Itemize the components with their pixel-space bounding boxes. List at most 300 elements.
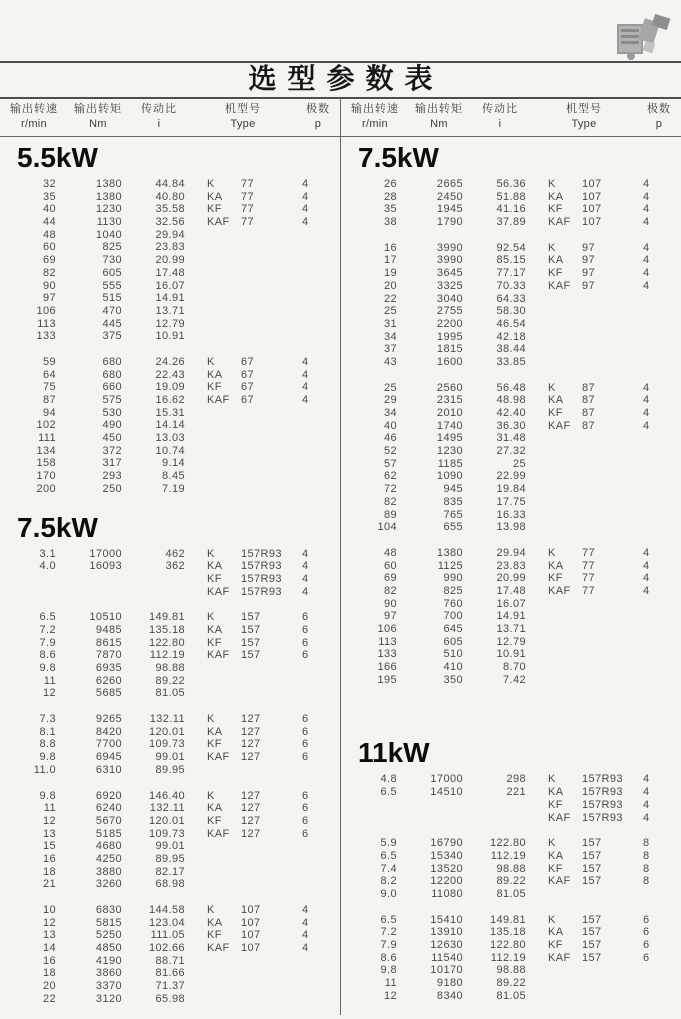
cell-ratio: 48.98 — [496, 394, 526, 407]
cell-ratio: 15.31 — [155, 406, 185, 419]
table-row — [0, 637, 340, 650]
cell-ratio: 109.73 — [148, 738, 185, 751]
cell-type-prefix: KA — [207, 916, 223, 929]
col-header-speed-label: 输出转速 — [10, 103, 58, 115]
table-row — [341, 318, 681, 331]
cell-type-prefix: K — [207, 547, 215, 560]
cell-type-prefix — [531, 356, 577, 369]
cell-poles: 4 — [643, 419, 650, 432]
cell-speed: 82 — [42, 266, 56, 279]
table-row — [341, 280, 681, 293]
col-header-ratio-unit: i — [157, 118, 161, 130]
cell-poles — [637, 521, 681, 534]
cell-type-prefix: K — [207, 178, 215, 190]
cell-torque: 9265 — [95, 713, 122, 726]
cell-speed: 104 — [377, 521, 397, 534]
cell-type-size: 157 — [582, 862, 602, 875]
table-row — [0, 751, 340, 764]
cell-poles — [296, 470, 340, 483]
col-header-speed-unit: r/min — [362, 118, 388, 130]
cell-speed: 35 — [383, 203, 397, 216]
cell-ratio: 23.83 — [496, 559, 526, 572]
table-row — [0, 904, 340, 917]
cell-speed: 75 — [42, 381, 56, 394]
cell-type-prefix — [190, 318, 236, 331]
table-row — [0, 407, 340, 420]
table-row — [341, 445, 681, 458]
cell-type-prefix — [190, 407, 236, 420]
cell-ratio: 40.80 — [155, 190, 185, 203]
cell-poles — [296, 330, 340, 343]
table-row — [0, 802, 340, 815]
table-row — [0, 548, 340, 561]
cell-speed: 5.9 — [380, 837, 397, 850]
cell-torque: 5670 — [95, 814, 122, 827]
cell-type-prefix — [531, 648, 577, 661]
cell-type-size: 157 — [582, 926, 602, 939]
cell-type-prefix — [531, 610, 577, 623]
cell-poles — [637, 661, 681, 674]
table-header-left — [0, 101, 340, 135]
cell-type-prefix: K — [548, 178, 556, 190]
cell-torque: 2665 — [436, 178, 463, 190]
cell-type-prefix — [190, 470, 236, 483]
cell-type-prefix: KF — [207, 572, 222, 585]
cell-ratio: 92.54 — [496, 241, 526, 254]
cell-type-size: 157 — [582, 939, 602, 951]
cell-poles — [296, 866, 340, 879]
table-row — [341, 939, 681, 952]
cell-torque: 12200 — [430, 875, 463, 888]
cell-poles — [637, 623, 681, 636]
power-section-heading: 7.5kW — [17, 511, 98, 543]
cell-poles: 6 — [302, 738, 309, 751]
cell-type-size — [577, 293, 637, 306]
cell-ratio: 7.19 — [161, 482, 185, 495]
cell-speed: 106 — [36, 304, 56, 317]
cell-type-prefix: K — [207, 904, 215, 916]
cell-type-size — [236, 229, 296, 242]
cell-speed: 111 — [38, 432, 56, 445]
cell-poles — [637, 445, 681, 458]
cell-speed: 64 — [42, 368, 56, 381]
cell-speed: 102 — [36, 419, 56, 432]
cell-type-prefix: KA — [548, 394, 564, 407]
cell-ratio — [469, 812, 531, 825]
cell-poles: 4 — [302, 560, 309, 573]
cell-type-prefix — [531, 964, 577, 977]
cell-type-prefix — [531, 990, 577, 1003]
cell-type-prefix: K — [548, 913, 556, 926]
cell-poles — [296, 267, 340, 280]
cell-speed: 4.0 — [39, 560, 56, 573]
cell-speed: 69 — [383, 572, 397, 585]
cell-poles — [637, 343, 681, 356]
cell-poles — [296, 419, 340, 432]
cell-poles — [296, 764, 340, 777]
cell-ratio: 56.36 — [496, 178, 526, 190]
cell-poles — [296, 305, 340, 318]
cell-ratio: 8.70 — [502, 661, 526, 674]
table-row — [341, 216, 681, 229]
cell-type-size: 97 — [582, 279, 596, 292]
cell-torque: 2010 — [436, 407, 463, 419]
table-row — [0, 853, 340, 866]
table-row — [0, 815, 340, 828]
cell-poles: 6 — [302, 814, 309, 827]
cell-speed: 14 — [42, 942, 56, 955]
cell-type-prefix: KF — [548, 267, 563, 280]
cell-ratio: 31.48 — [496, 432, 526, 445]
cell-torque: 350 — [443, 673, 463, 686]
cell-type-prefix: KAF — [207, 942, 230, 955]
cell-type-prefix: KF — [548, 862, 563, 875]
table-column-right — [341, 137, 681, 1015]
cell-torque: 470 — [102, 304, 122, 317]
cell-type-size — [236, 407, 296, 420]
cell-type-size — [236, 866, 296, 879]
cell-type-prefix — [190, 241, 236, 254]
cell-type-size: 77 — [582, 584, 596, 597]
cell-speed: 166 — [377, 661, 397, 674]
col-header-torque — [68, 101, 128, 135]
cell-type-size: 77 — [241, 178, 255, 190]
cell-torque: 3645 — [436, 267, 463, 280]
cell-torque — [68, 586, 128, 599]
cell-type-size: 157 — [241, 611, 261, 624]
cell-poles: 4 — [302, 942, 309, 955]
table-row — [341, 343, 681, 356]
cell-poles: 6 — [302, 649, 309, 662]
cell-type-prefix — [531, 483, 577, 496]
cell-poles — [637, 648, 681, 661]
cell-type-size — [236, 955, 296, 968]
cell-torque: 2755 — [436, 305, 463, 318]
cell-ratio: 19.09 — [155, 381, 185, 394]
table-row — [341, 661, 681, 674]
cell-ratio: 56.48 — [496, 381, 526, 394]
cell-ratio: 81.05 — [496, 887, 526, 900]
cell-type-prefix — [531, 496, 577, 509]
cell-type-size: 127 — [241, 751, 261, 764]
cell-type-prefix: KA — [207, 368, 223, 381]
cell-torque: 5685 — [95, 687, 122, 700]
cell-type-prefix: KA — [548, 254, 564, 267]
table-row — [0, 713, 340, 726]
cell-torque: 4190 — [95, 954, 122, 967]
cell-type-size — [236, 993, 296, 1006]
table-row — [341, 547, 681, 560]
cell-speed: 7.2 — [39, 623, 56, 636]
row-group — [341, 382, 681, 534]
cell-poles — [637, 483, 681, 496]
cell-type-prefix: KAF — [207, 649, 230, 662]
cell-torque: 1185 — [437, 457, 463, 470]
cell-torque: 2200 — [436, 317, 463, 330]
cell-type-size: 107 — [582, 203, 602, 216]
table-row — [0, 419, 340, 432]
cell-poles: 4 — [302, 904, 309, 916]
cell-type-prefix: KAF — [548, 279, 571, 292]
table-row — [341, 674, 681, 687]
cell-ratio — [469, 799, 531, 812]
table-row — [0, 445, 340, 458]
table-row — [341, 773, 681, 786]
cell-type-size — [577, 331, 637, 344]
cell-torque: 6945 — [95, 751, 122, 764]
table-row — [0, 726, 340, 739]
table-row — [341, 483, 681, 496]
cell-poles: 6 — [302, 789, 309, 802]
cell-type-size — [577, 977, 637, 990]
cell-type-size: 157R93 — [582, 798, 623, 811]
cell-type-prefix: KA — [548, 190, 564, 203]
col-header-poles-label: 极数 — [306, 103, 330, 115]
cell-type-prefix: KAF — [548, 951, 571, 964]
cell-type-prefix — [190, 853, 236, 866]
col-header-ratio — [469, 101, 531, 135]
cell-ratio: 20.99 — [496, 572, 526, 585]
cell-type-prefix — [531, 432, 577, 445]
table-row — [341, 560, 681, 573]
table-row — [0, 432, 340, 445]
cell-type-prefix: KAF — [207, 394, 230, 406]
cell-type-prefix — [531, 598, 577, 611]
cell-speed: 82 — [383, 495, 397, 508]
cell-type-prefix — [190, 955, 236, 968]
cell-poles: 6 — [302, 611, 309, 624]
cell-poles: 6 — [302, 802, 309, 815]
table-row — [0, 866, 340, 879]
cell-type-size: 127 — [241, 713, 261, 726]
cell-speed: 11 — [384, 977, 397, 990]
cell-poles — [637, 458, 681, 471]
cell-type-prefix — [531, 888, 577, 901]
cell-type-size — [577, 509, 637, 522]
cell-type-size: 157 — [582, 913, 602, 926]
cell-poles: 4 — [643, 559, 650, 572]
cell-speed: 9.8 — [380, 964, 397, 977]
cell-speed: 8.8 — [39, 738, 56, 751]
cell-speed: 82 — [383, 584, 397, 597]
table-row — [0, 470, 340, 483]
cell-type-prefix — [531, 521, 577, 534]
cell-speed: 133 — [377, 648, 397, 661]
table-row — [341, 990, 681, 1003]
cell-speed: 15 — [42, 840, 56, 853]
cell-speed: 16 — [383, 241, 397, 254]
cell-speed: 20 — [42, 980, 56, 993]
cell-poles — [296, 457, 340, 470]
table-row — [341, 610, 681, 623]
cell-type-prefix — [190, 675, 236, 688]
cell-type-prefix: KA — [207, 802, 223, 815]
cell-ratio: 44.84 — [155, 178, 185, 190]
cell-ratio: 42.40 — [496, 407, 526, 419]
power-section-heading: 7.5kW — [358, 142, 439, 173]
cell-speed: 158 — [36, 457, 56, 470]
cell-type-size: 97 — [582, 241, 596, 254]
cell-torque: 555 — [102, 279, 122, 292]
cell-speed: 9.0 — [380, 887, 397, 900]
cell-type-size: 67 — [241, 381, 255, 394]
row-group — [0, 356, 340, 496]
row-group — [341, 837, 681, 900]
cell-type-prefix: KA — [548, 786, 564, 799]
cell-type-prefix — [190, 457, 236, 470]
cell-torque: 575 — [102, 394, 122, 406]
cell-speed: 46 — [383, 432, 397, 445]
cell-torque: 3260 — [95, 878, 122, 891]
cell-type-prefix — [190, 280, 236, 293]
cell-ratio: 36.30 — [496, 419, 526, 432]
cell-ratio: 123.04 — [148, 916, 185, 929]
table-row — [341, 786, 681, 799]
cell-torque: 450 — [102, 432, 122, 445]
cell-speed: 34 — [383, 330, 397, 343]
table-row — [341, 812, 681, 825]
cell-ratio — [128, 586, 190, 599]
cell-ratio: 81.05 — [155, 687, 185, 700]
table-row — [341, 203, 681, 216]
cell-torque: 3990 — [436, 254, 463, 267]
cell-type-prefix — [531, 509, 577, 522]
cell-speed: 90 — [42, 279, 56, 292]
cell-poles: 4 — [643, 584, 650, 597]
cell-type-prefix: K — [548, 381, 556, 394]
cell-ratio: 8.45 — [161, 470, 185, 483]
row-group — [0, 790, 340, 892]
cell-type-prefix: KF — [548, 203, 563, 216]
col-header-speed-unit: r/min — [21, 118, 47, 130]
col-header-torque-unit: Nm — [430, 118, 448, 130]
cell-poles — [637, 305, 681, 318]
cell-speed: 7.2 — [380, 926, 397, 939]
cell-type-size: 157R93 — [241, 585, 282, 598]
cell-torque: 1125 — [437, 559, 463, 572]
cell-ratio: 82.17 — [155, 865, 185, 878]
cell-speed: 13 — [42, 827, 56, 840]
row-group — [341, 242, 681, 369]
cell-speed: 16 — [42, 852, 56, 865]
cell-torque: 16093 — [89, 560, 122, 573]
cell-type-prefix — [531, 623, 577, 636]
cell-speed: 106 — [377, 623, 397, 635]
cell-type-prefix — [531, 458, 577, 471]
cell-type-size — [577, 356, 637, 369]
cell-type-prefix: KA — [207, 560, 223, 573]
cell-speed: 113 — [378, 635, 397, 648]
cell-speed: 113 — [37, 317, 56, 330]
cell-ratio: 16.07 — [155, 279, 185, 292]
row-group — [341, 773, 681, 824]
cell-type-size — [236, 967, 296, 980]
cell-speed: 22 — [42, 992, 56, 1005]
cell-torque: 510 — [443, 648, 463, 661]
table-row — [0, 917, 340, 930]
cell-poles: 4 — [643, 216, 650, 229]
cell-poles — [296, 675, 340, 688]
cell-torque: 5185 — [95, 827, 122, 840]
cell-ratio: 51.88 — [496, 190, 526, 203]
cell-type-prefix: KF — [207, 381, 222, 394]
col-header-torque-unit: Nm — [89, 118, 107, 130]
cell-speed — [341, 799, 409, 812]
cell-type-size — [577, 610, 637, 623]
cell-speed: 25 — [383, 381, 397, 394]
cell-poles — [296, 432, 340, 445]
cell-speed: 97 — [42, 292, 56, 305]
cell-ratio: 109.73 — [148, 827, 185, 840]
cell-poles: 8 — [643, 837, 650, 850]
cell-speed: 59 — [42, 355, 56, 368]
cell-ratio: 149.81 — [148, 611, 185, 624]
cell-speed: 22 — [383, 292, 397, 305]
cell-torque: 9180 — [436, 977, 463, 990]
table-row — [0, 483, 340, 496]
cell-type-prefix: KA — [548, 559, 564, 572]
cell-type-prefix: KAF — [548, 584, 571, 597]
col-header-poles — [637, 101, 681, 135]
cell-speed: 52 — [383, 445, 397, 458]
cell-torque: 515 — [102, 292, 122, 305]
cell-poles: 4 — [302, 572, 309, 585]
cell-torque: 7700 — [95, 738, 122, 751]
cell-torque — [409, 812, 469, 825]
cell-poles: 4 — [302, 547, 309, 560]
cell-poles: 4 — [643, 773, 650, 786]
cell-torque: 3120 — [95, 992, 122, 1005]
cell-torque: 7870 — [95, 649, 122, 662]
cell-torque: 8420 — [95, 725, 122, 738]
cell-poles: 4 — [643, 798, 650, 811]
table-row — [0, 687, 340, 700]
cell-poles — [296, 445, 340, 458]
cell-torque: 5250 — [95, 929, 122, 942]
cell-type-size — [236, 687, 296, 700]
cell-type-size — [577, 483, 637, 496]
cell-speed: 8.6 — [380, 951, 397, 964]
cell-type-size — [577, 661, 637, 674]
row-group — [0, 611, 340, 700]
cell-ratio: 71.37 — [155, 980, 185, 993]
cell-speed: 134 — [36, 444, 56, 457]
cell-type-prefix: KAF — [548, 875, 571, 888]
cell-ratio: 112.19 — [490, 951, 526, 964]
cell-torque: 2450 — [436, 190, 463, 203]
cell-poles: 6 — [302, 725, 309, 738]
row-group — [0, 713, 340, 776]
cell-torque: 4250 — [95, 852, 122, 865]
cell-ratio: 98.88 — [496, 964, 526, 977]
cell-ratio: 89.22 — [496, 977, 526, 990]
cell-torque: 4680 — [95, 840, 122, 853]
cell-speed: 8.2 — [380, 875, 397, 888]
cell-poles — [637, 964, 681, 977]
cell-type-size — [236, 318, 296, 331]
cell-torque: 1230 — [95, 203, 122, 216]
cell-type-size: 157R93 — [241, 547, 282, 560]
table-row — [0, 649, 340, 662]
cell-type-size — [577, 990, 637, 1003]
cell-type-prefix — [190, 764, 236, 777]
cell-type-prefix: KAF — [207, 751, 230, 764]
cell-poles — [296, 483, 340, 496]
cell-speed: 90 — [383, 597, 397, 610]
cell-torque: 8340 — [436, 989, 463, 1002]
cell-type-prefix — [531, 661, 577, 674]
cell-ratio: 19.84 — [496, 483, 526, 496]
